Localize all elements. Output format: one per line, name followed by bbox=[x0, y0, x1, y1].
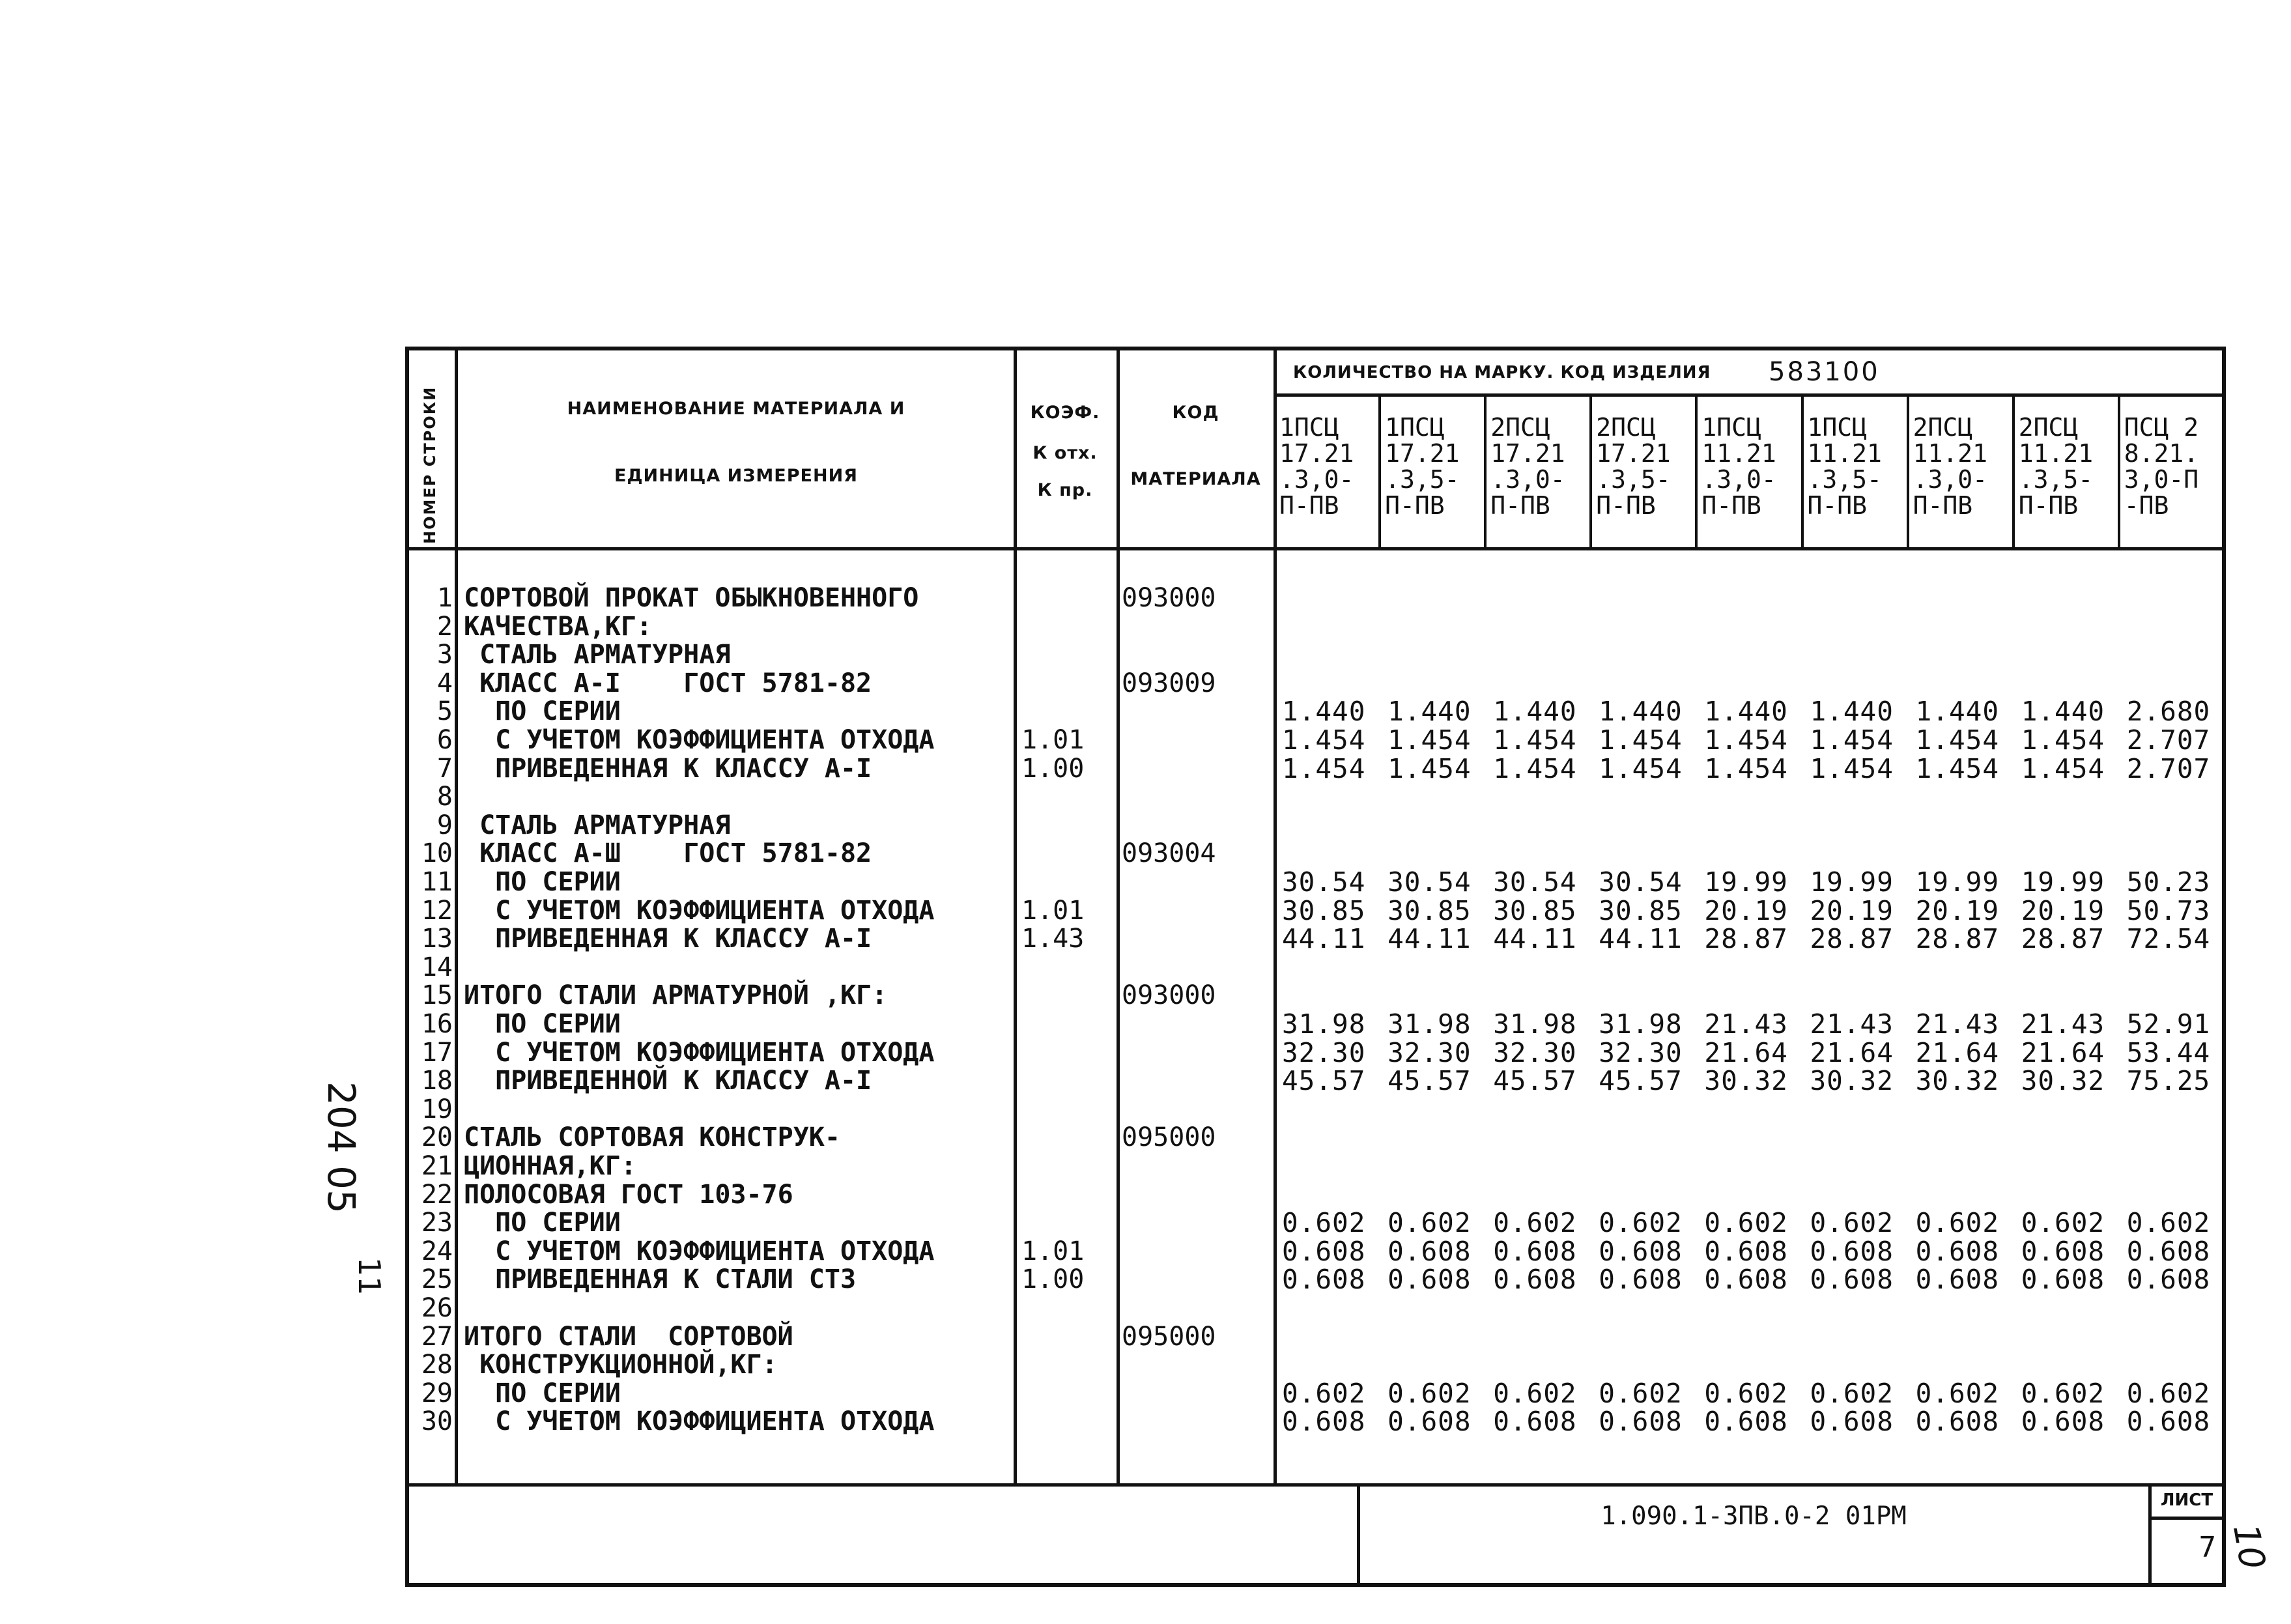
row-value-col-9: 0.608 bbox=[2126, 1264, 2211, 1296]
row-value-col-5: 1.454 bbox=[1704, 724, 1788, 756]
row-value-col-9: 52.91 bbox=[2126, 1008, 2211, 1040]
row-coefficient: 1.43 bbox=[1021, 924, 1085, 954]
row-coefficient: 1.00 bbox=[1021, 753, 1085, 784]
row-number: 28 bbox=[421, 1350, 453, 1380]
row-value-col-3: 0.608 bbox=[1493, 1235, 1577, 1267]
col-divider bbox=[455, 349, 458, 1485]
row-number: 22 bbox=[421, 1179, 453, 1210]
row-value-col-5: 0.602 bbox=[1704, 1207, 1788, 1239]
row-value-col-7: 0.608 bbox=[1915, 1235, 2000, 1267]
qty-header-label: КОЛИЧЕСТВО НА МАРКУ. КОД ИЗДЕЛИЯ bbox=[1293, 363, 1711, 382]
row-value-col-3: 0.602 bbox=[1493, 1207, 1577, 1239]
row-material-code: 093000 bbox=[1122, 583, 1216, 613]
row-value-col-4: 0.608 bbox=[1599, 1264, 1683, 1296]
row-number: 6 bbox=[436, 725, 453, 755]
qty-header-rule bbox=[1274, 393, 2224, 397]
row-number: 30 bbox=[421, 1406, 453, 1437]
row-value-col-8: 21.43 bbox=[2021, 1008, 2105, 1040]
col-header-row-number: НОМЕР СТРОКИ bbox=[421, 386, 439, 544]
row-value-col-4: 30.85 bbox=[1599, 894, 1683, 926]
mark-header-9: ПСЦ 2 8.21. 3,0-П -ПВ bbox=[2124, 413, 2199, 520]
row-number: 25 bbox=[421, 1264, 453, 1295]
row-value-col-4: 1.454 bbox=[1599, 724, 1683, 756]
row-number: 7 bbox=[436, 753, 453, 784]
row-value-col-8: 0.608 bbox=[2021, 1235, 2105, 1267]
row-number: 2 bbox=[436, 611, 453, 642]
row-value-col-7: 1.440 bbox=[1915, 696, 2000, 728]
row-value-col-3: 30.85 bbox=[1493, 894, 1577, 926]
row-number: 9 bbox=[436, 810, 453, 840]
row-value-col-1: 44.11 bbox=[1282, 923, 1366, 955]
mark-header-1: 1ПСЦ 17.21 .3,0- П-ПВ bbox=[1279, 413, 1354, 520]
row-material-name: ПРИВЕДЕННАЯ К СТАЛИ СТ3 bbox=[464, 1264, 857, 1295]
row-value-col-5: 0.608 bbox=[1704, 1406, 1788, 1438]
mark-col-divider bbox=[2118, 395, 2120, 548]
col-header-name: НАИМЕНОВАНИЕ МАТЕРИАЛА И bbox=[567, 399, 905, 419]
row-value-col-2: 30.54 bbox=[1387, 866, 1472, 898]
row-value-col-6: 28.87 bbox=[1810, 923, 1894, 955]
row-value-col-5: 0.602 bbox=[1704, 1377, 1788, 1409]
row-value-col-1: 0.608 bbox=[1282, 1406, 1366, 1438]
row-value-col-4: 31.98 bbox=[1599, 1008, 1683, 1040]
col-header-coef-reduced: К пр. bbox=[1037, 480, 1093, 500]
row-value-col-1: 45.57 bbox=[1282, 1065, 1366, 1097]
row-value-col-5: 28.87 bbox=[1704, 923, 1788, 955]
row-value-col-4: 0.602 bbox=[1599, 1207, 1683, 1239]
row-material-code: 093004 bbox=[1122, 838, 1216, 869]
row-value-col-2: 0.602 bbox=[1387, 1207, 1472, 1239]
mark-col-divider bbox=[1589, 395, 1592, 548]
col-divider bbox=[1117, 349, 1120, 1485]
row-value-col-5: 20.19 bbox=[1704, 894, 1788, 926]
row-material-name: ПО СЕРИИ bbox=[464, 1208, 621, 1238]
mark-header-4: 2ПСЦ 17.21 .3,5- П-ПВ bbox=[1596, 413, 1671, 520]
row-number: 13 bbox=[421, 924, 453, 954]
row-number: 15 bbox=[421, 980, 453, 1011]
row-value-col-2: 0.608 bbox=[1387, 1406, 1472, 1438]
row-number: 29 bbox=[421, 1378, 453, 1408]
row-number: 12 bbox=[421, 895, 453, 926]
row-material-name: ПРИВЕДЕННАЯ К КЛАССУ А-I bbox=[464, 924, 872, 954]
row-value-col-2: 45.57 bbox=[1387, 1065, 1472, 1097]
row-material-name: С УЧЕТОМ КОЭФФИЦИЕНТА ОТХОДА bbox=[464, 895, 935, 926]
mark-header-5: 1ПСЦ 11.21 .3,0- П-ПВ bbox=[1701, 413, 1776, 520]
row-value-col-7: 19.99 bbox=[1915, 866, 2000, 898]
row-value-col-2: 1.440 bbox=[1387, 696, 1472, 728]
row-value-col-3: 0.602 bbox=[1493, 1377, 1577, 1409]
row-value-col-5: 0.608 bbox=[1704, 1235, 1788, 1267]
col-divider bbox=[1014, 349, 1017, 1485]
row-value-col-8: 1.454 bbox=[2021, 752, 2105, 784]
row-value-col-9: 75.25 bbox=[2126, 1065, 2211, 1097]
row-value-col-9: 0.608 bbox=[2126, 1235, 2211, 1267]
mark-header-8: 2ПСЦ 11.21 .3,5- П-ПВ bbox=[2018, 413, 2094, 520]
row-value-col-6: 21.43 bbox=[1810, 1008, 1894, 1040]
row-value-col-2: 0.602 bbox=[1387, 1377, 1472, 1409]
row-value-col-7: 20.19 bbox=[1915, 894, 2000, 926]
row-material-name: КАЧЕСТВА,КГ: bbox=[464, 611, 652, 642]
mark-col-divider bbox=[2012, 395, 2015, 548]
row-value-col-5: 30.32 bbox=[1704, 1065, 1788, 1097]
row-value-col-9: 2.707 bbox=[2126, 724, 2211, 756]
row-value-col-7: 1.454 bbox=[1915, 724, 2000, 756]
row-material-name: КЛАСС А-Ш ГОСТ 5781-82 bbox=[464, 838, 872, 869]
row-number: 16 bbox=[421, 1009, 453, 1039]
row-value-col-4: 0.602 bbox=[1599, 1377, 1683, 1409]
row-value-col-6: 0.608 bbox=[1810, 1264, 1894, 1296]
row-material-name: ПРИВЕДЕННАЯ К КЛАССУ А-I bbox=[464, 753, 872, 784]
row-coefficient: 1.01 bbox=[1021, 725, 1085, 755]
row-value-col-8: 30.32 bbox=[2021, 1065, 2105, 1097]
row-number: 14 bbox=[421, 952, 453, 982]
row-value-col-7: 21.64 bbox=[1915, 1036, 2000, 1068]
row-material-name: С УЧЕТОМ КОЭФФИЦИЕНТА ОТХОДА bbox=[464, 1236, 935, 1266]
row-value-col-6: 1.454 bbox=[1810, 724, 1894, 756]
row-material-code: 093000 bbox=[1122, 980, 1216, 1011]
row-value-col-6: 1.454 bbox=[1810, 752, 1894, 784]
row-value-col-2: 31.98 bbox=[1387, 1008, 1472, 1040]
page-corner-number: 10 bbox=[2225, 1521, 2273, 1573]
row-material-name: ИТОГО СТАЛИ СОРТОВОЙ bbox=[464, 1321, 793, 1352]
row-value-col-9: 72.54 bbox=[2126, 923, 2211, 955]
row-value-col-9: 50.73 bbox=[2126, 894, 2211, 926]
row-material-name: СТАЛЬ СОРТОВАЯ КОНСТРУК- bbox=[464, 1122, 840, 1153]
row-number: 4 bbox=[436, 668, 453, 698]
row-value-col-6: 0.608 bbox=[1810, 1235, 1894, 1267]
row-value-col-6: 0.602 bbox=[1810, 1207, 1894, 1239]
row-value-col-6: 30.32 bbox=[1810, 1065, 1894, 1097]
row-value-col-1: 1.454 bbox=[1282, 724, 1366, 756]
row-number: 11 bbox=[421, 867, 453, 897]
row-value-col-5: 1.454 bbox=[1704, 752, 1788, 784]
row-value-col-9: 0.602 bbox=[2126, 1207, 2211, 1239]
row-value-col-2: 44.11 bbox=[1387, 923, 1472, 955]
col-divider bbox=[1274, 349, 1277, 1485]
row-value-col-9: 53.44 bbox=[2126, 1036, 2211, 1068]
row-value-col-2: 1.454 bbox=[1387, 724, 1472, 756]
row-value-col-2: 0.608 bbox=[1387, 1264, 1472, 1296]
row-value-col-7: 0.608 bbox=[1915, 1264, 2000, 1296]
row-value-col-1: 1.440 bbox=[1282, 696, 1366, 728]
row-value-col-5: 0.608 bbox=[1704, 1264, 1788, 1296]
col-header-coef-waste: К отх. bbox=[1032, 443, 1098, 463]
row-value-col-7: 0.602 bbox=[1915, 1207, 2000, 1239]
row-value-col-1: 0.602 bbox=[1282, 1207, 1366, 1239]
row-value-col-6: 1.440 bbox=[1810, 696, 1894, 728]
footer-top-rule bbox=[407, 1483, 2224, 1487]
row-number: 20 bbox=[421, 1122, 453, 1153]
row-number: 8 bbox=[436, 782, 453, 812]
side-archive-number-small: 11 bbox=[352, 1257, 387, 1296]
row-material-name: КОНСТРУКЦИОННОЙ,КГ: bbox=[464, 1350, 778, 1380]
row-value-col-3: 32.30 bbox=[1493, 1036, 1577, 1068]
row-value-col-1: 0.608 bbox=[1282, 1235, 1366, 1267]
mark-header-3: 2ПСЦ 17.21 .3,0- П-ПВ bbox=[1490, 413, 1565, 520]
row-value-col-3: 30.54 bbox=[1493, 866, 1577, 898]
row-number: 23 bbox=[421, 1208, 453, 1238]
mark-header-2: 1ПСЦ 17.21 .3,5- П-ПВ bbox=[1385, 413, 1460, 520]
row-number: 5 bbox=[436, 696, 453, 727]
row-material-name: ПРИВЕДЕННОЙ К КЛАССУ А-I bbox=[464, 1066, 872, 1096]
row-value-col-3: 31.98 bbox=[1493, 1008, 1577, 1040]
header-bottom-rule bbox=[407, 547, 2224, 550]
row-material-code: 095000 bbox=[1122, 1321, 1216, 1352]
row-value-col-7: 30.32 bbox=[1915, 1065, 2000, 1097]
row-value-col-1: 32.30 bbox=[1282, 1036, 1366, 1068]
row-value-col-5: 21.43 bbox=[1704, 1008, 1788, 1040]
row-value-col-8: 1.440 bbox=[2021, 696, 2105, 728]
row-value-col-4: 45.57 bbox=[1599, 1065, 1683, 1097]
row-value-col-5: 1.440 bbox=[1704, 696, 1788, 728]
row-value-col-9: 2.707 bbox=[2126, 752, 2211, 784]
row-material-name: ПО СЕРИИ bbox=[464, 1009, 621, 1039]
row-value-col-3: 45.57 bbox=[1493, 1065, 1577, 1097]
row-coefficient: 1.00 bbox=[1021, 1264, 1085, 1295]
row-value-col-9: 0.608 bbox=[2126, 1406, 2211, 1438]
row-value-col-2: 0.608 bbox=[1387, 1235, 1472, 1267]
row-number: 1 bbox=[436, 583, 453, 613]
row-value-col-1: 0.608 bbox=[1282, 1264, 1366, 1296]
row-value-col-7: 0.602 bbox=[1915, 1377, 2000, 1409]
row-number: 19 bbox=[421, 1094, 453, 1124]
row-value-col-7: 1.454 bbox=[1915, 752, 2000, 784]
row-value-col-7: 21.43 bbox=[1915, 1008, 2000, 1040]
row-value-col-6: 19.99 bbox=[1810, 866, 1894, 898]
col-header-code: КОД bbox=[1172, 403, 1219, 423]
row-value-col-4: 0.608 bbox=[1599, 1406, 1683, 1438]
row-material-code: 095000 bbox=[1122, 1122, 1216, 1153]
row-value-col-3: 0.608 bbox=[1493, 1406, 1577, 1438]
row-material-name: ИТОГО СТАЛИ АРМАТУРНОЙ ,КГ: bbox=[464, 980, 888, 1011]
row-number: 24 bbox=[421, 1236, 453, 1266]
row-material-name: ЦИОННАЯ,КГ: bbox=[464, 1151, 636, 1181]
row-value-col-4: 44.11 bbox=[1599, 923, 1683, 955]
col-header-name-unit: ЕДИНИЦА ИЗМЕРЕНИЯ bbox=[614, 466, 858, 486]
row-value-col-8: 20.19 bbox=[2021, 894, 2105, 926]
row-value-col-1: 0.602 bbox=[1282, 1377, 1366, 1409]
sheet-number: 7 bbox=[2199, 1531, 2216, 1564]
row-value-col-9: 2.680 bbox=[2126, 696, 2211, 728]
row-value-col-8: 0.602 bbox=[2021, 1377, 2105, 1409]
row-number: 10 bbox=[421, 838, 453, 869]
row-value-col-4: 32.30 bbox=[1599, 1036, 1683, 1068]
mark-col-divider bbox=[1695, 395, 1698, 548]
row-value-col-8: 19.99 bbox=[2021, 866, 2105, 898]
col-header-coef: КОЭФ. bbox=[1030, 403, 1100, 423]
row-value-col-3: 0.608 bbox=[1493, 1264, 1577, 1296]
row-value-col-8: 28.87 bbox=[2021, 923, 2105, 955]
row-value-col-3: 1.454 bbox=[1493, 752, 1577, 784]
row-value-col-6: 0.608 bbox=[1810, 1406, 1894, 1438]
row-material-name: С УЧЕТОМ КОЭФФИЦИЕНТА ОТХОДА bbox=[464, 725, 935, 755]
row-material-name: ПО СЕРИИ bbox=[464, 867, 621, 897]
row-value-col-4: 30.54 bbox=[1599, 866, 1683, 898]
product-code: 583100 bbox=[1769, 357, 1880, 387]
row-material-code: 093009 bbox=[1122, 668, 1216, 698]
row-value-col-2: 30.85 bbox=[1387, 894, 1472, 926]
row-value-col-6: 20.19 bbox=[1810, 894, 1894, 926]
row-material-name: С УЧЕТОМ КОЭФФИЦИЕНТА ОТХОДА bbox=[464, 1037, 935, 1068]
row-material-name: ПО СЕРИИ bbox=[464, 1378, 621, 1408]
mark-col-divider bbox=[1907, 395, 1909, 548]
row-value-col-8: 0.608 bbox=[2021, 1264, 2105, 1296]
row-material-name: ПО СЕРИИ bbox=[464, 696, 621, 727]
row-value-col-1: 30.54 bbox=[1282, 866, 1366, 898]
row-value-col-3: 1.440 bbox=[1493, 696, 1577, 728]
mark-col-divider bbox=[1484, 395, 1487, 548]
row-value-col-8: 21.64 bbox=[2021, 1036, 2105, 1068]
mark-col-divider bbox=[1378, 395, 1381, 548]
row-material-name: СТАЛЬ АРМАТУРНАЯ bbox=[464, 640, 731, 670]
side-archive-number: 204 05 bbox=[319, 1081, 363, 1214]
row-value-col-3: 1.454 bbox=[1493, 724, 1577, 756]
row-value-col-4: 1.440 bbox=[1599, 696, 1683, 728]
row-value-col-2: 1.454 bbox=[1387, 752, 1472, 784]
row-number: 26 bbox=[421, 1293, 453, 1323]
row-number: 3 bbox=[436, 640, 453, 670]
row-value-col-4: 1.454 bbox=[1599, 752, 1683, 784]
mark-header-7: 2ПСЦ 11.21 .3,0- П-ПВ bbox=[1913, 413, 1987, 520]
row-value-col-8: 1.454 bbox=[2021, 724, 2105, 756]
mark-header-6: 1ПСЦ 11.21 .3,5- П-ПВ bbox=[1807, 413, 1882, 520]
row-value-col-8: 0.602 bbox=[2021, 1207, 2105, 1239]
row-value-col-4: 0.608 bbox=[1599, 1235, 1683, 1267]
col-header-code-material: МАТЕРИАЛА bbox=[1130, 469, 1261, 489]
row-value-col-7: 28.87 bbox=[1915, 923, 2000, 955]
row-value-col-9: 50.23 bbox=[2126, 866, 2211, 898]
row-value-col-5: 19.99 bbox=[1704, 866, 1788, 898]
row-coefficient: 1.01 bbox=[1021, 895, 1085, 926]
row-value-col-2: 32.30 bbox=[1387, 1036, 1472, 1068]
sheet-box-rule bbox=[2150, 1517, 2224, 1520]
row-number: 18 bbox=[421, 1066, 453, 1096]
row-number: 27 bbox=[421, 1321, 453, 1352]
row-value-col-6: 21.64 bbox=[1810, 1036, 1894, 1068]
row-value-col-1: 30.85 bbox=[1282, 894, 1366, 926]
row-value-col-9: 0.602 bbox=[2126, 1377, 2211, 1409]
mark-col-divider bbox=[1801, 395, 1804, 548]
footer-divider bbox=[1357, 1485, 1360, 1585]
row-value-col-3: 44.11 bbox=[1493, 923, 1577, 955]
row-value-col-6: 0.602 bbox=[1810, 1377, 1894, 1409]
row-material-name: С УЧЕТОМ КОЭФФИЦИЕНТА ОТХОДА bbox=[464, 1406, 935, 1437]
document-code: 1.090.1-3ПВ.0-2 01РМ bbox=[1601, 1502, 1907, 1531]
row-material-name: СТАЛЬ АРМАТУРНАЯ bbox=[464, 810, 731, 840]
row-value-col-8: 0.608 bbox=[2021, 1406, 2105, 1438]
sheet-label: ЛИСТ bbox=[2160, 1490, 2213, 1510]
row-value-col-1: 1.454 bbox=[1282, 752, 1366, 784]
row-material-name: СОРТОВОЙ ПРОКАТ ОБЫКНОВЕННОГО bbox=[464, 583, 919, 613]
row-coefficient: 1.01 bbox=[1021, 1236, 1085, 1266]
row-material-name: ПОЛОСОВАЯ ГОСТ 103-76 bbox=[464, 1179, 793, 1210]
row-number: 17 bbox=[421, 1037, 453, 1068]
row-value-col-1: 31.98 bbox=[1282, 1008, 1366, 1040]
row-value-col-5: 21.64 bbox=[1704, 1036, 1788, 1068]
row-value-col-7: 0.608 bbox=[1915, 1406, 2000, 1438]
row-material-name: КЛАСС А-I ГОСТ 5781-82 bbox=[464, 668, 872, 698]
row-number: 21 bbox=[421, 1151, 453, 1181]
